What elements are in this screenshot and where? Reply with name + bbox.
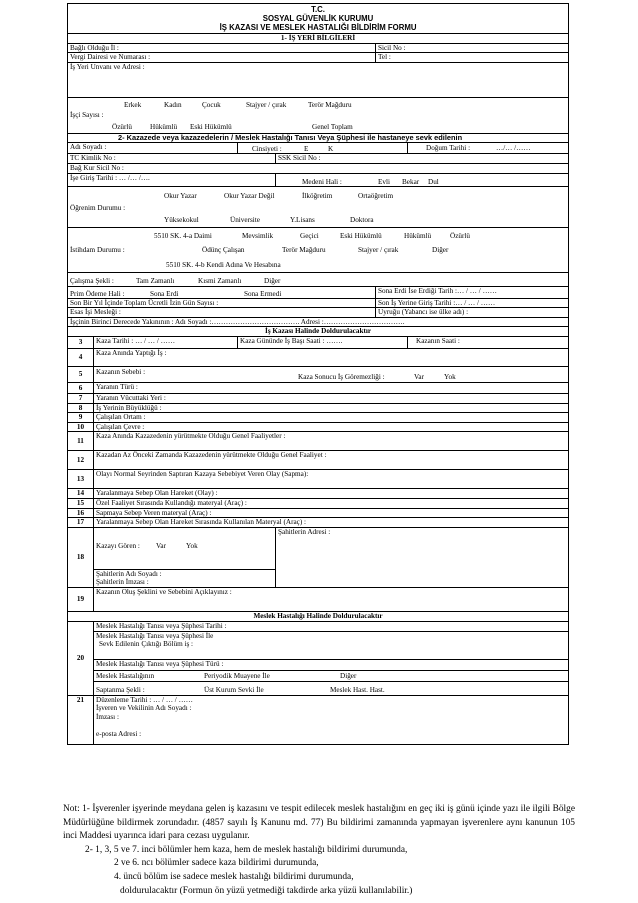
note-4: 4. üncü bölüm ise sadece meslek hastalığı bildirimi durumunda, xyxy=(114,871,354,882)
calisma-label: Çalışma Şekli : xyxy=(70,276,114,285)
ise-giris-field[interactable]: İşe Giriş Tarihi : … /… /…. xyxy=(68,173,276,186)
section2-title: 2- Kazazede veya kazazedelerin / Meslek Hastalığı Tanısı Veya Şüphesi ile hastaneye sevk edilenin xyxy=(68,133,569,143)
tel-field[interactable]: Tel : xyxy=(376,53,569,63)
istihdam-diger[interactable]: Diğer xyxy=(432,245,449,254)
note-2: 2- 1, 3, 5 ve 7. inci bölümler hem kaza, hem de meslek hastalığı bildirimi durumunda, xyxy=(85,844,408,855)
row-5-num: 5 xyxy=(68,366,94,382)
unvan-field[interactable]: İş Yeri Unvanı ve Adresi : xyxy=(68,62,569,97)
ogrenim-okur-yazar-degil[interactable]: Okur Yazar Değil xyxy=(224,191,275,200)
yaranin-yeri-field[interactable]: Yaranın Vücuttaki Yeri : xyxy=(94,393,569,403)
isci-sayisi-cell xyxy=(68,97,569,133)
istihdam-stajyer[interactable]: Stajyer / çırak xyxy=(358,245,399,254)
dogum-value[interactable]: …/… /…… xyxy=(496,144,531,153)
kazayi-goren-yok[interactable]: Yok xyxy=(186,541,198,550)
ogrenim-ilkogretim[interactable]: İlköğretim xyxy=(302,191,333,200)
yaralanma-hareket-field[interactable]: Yaralanmaya Sebep Olan Hareket (Olay) : xyxy=(94,489,569,499)
ogrenim-ortaogretim[interactable]: Ortaöğretim xyxy=(358,191,394,200)
row-21-num: 21 xyxy=(68,695,94,744)
calisma-cell xyxy=(68,272,569,286)
sevk-bolum-field[interactable]: Sevk Edilenin Çıktığı Bölüm iş : xyxy=(99,640,194,649)
son-is-yeri-field[interactable]: Son İş Yerine Giriş Tarihi :… / … / …… xyxy=(376,298,569,308)
saptanma-diger[interactable]: Diğer xyxy=(340,671,357,680)
imza-field[interactable]: İmzası : xyxy=(96,713,119,722)
row-18-num: 18 xyxy=(68,527,94,587)
prim-sona-erdi[interactable]: Sona Erdi xyxy=(150,289,179,298)
ozel-faaliyet-materyal-field[interactable]: Özel Faaliyet Sırasında Kullandığı materyal (Araç) : xyxy=(94,498,569,508)
isci-ozurlu[interactable]: Özürlü xyxy=(112,122,132,131)
saptanma-meslek-hast[interactable]: Meslek Hast. Hast. xyxy=(330,685,385,694)
row-6-num: 6 xyxy=(68,382,94,393)
header-line1: T.C. xyxy=(311,5,325,14)
isci-cocuk[interactable]: Çocuk xyxy=(202,100,221,109)
sahit-imza-field[interactable]: Şahitlerin İmzası : xyxy=(96,578,149,587)
kaza-title: İş Kazası Halinde Doldurulacaktır xyxy=(68,327,569,337)
saptanma-periyodik[interactable]: Periyodik Muayene İle xyxy=(204,671,270,680)
tc-field[interactable]: TC Kimlik No : xyxy=(68,154,276,164)
eposta-field[interactable]: e-posta Adresi : xyxy=(96,730,142,739)
ogrenim-label: Öğrenim Durumu : xyxy=(70,203,126,212)
calisma-diger[interactable]: Diğer xyxy=(264,276,281,285)
istihdam-mevsimlik[interactable]: Mevsimlik xyxy=(242,231,274,240)
uyrugu-field[interactable]: Uyruğu (Yabancı ise ülke adı) : xyxy=(376,308,569,318)
istihdam-label: İstihdam Durumu : xyxy=(70,245,125,254)
row-14-num: 14 xyxy=(68,489,94,499)
is-basi-saati-field[interactable]: Kaza Gününde İş Başı Saati : ……. xyxy=(238,336,408,348)
ogrenim-ylisans[interactable]: Y.Lisans xyxy=(290,215,315,224)
row-3-num: 3 xyxy=(68,336,94,348)
isci-hukumlu[interactable]: Hükümlü xyxy=(150,122,178,131)
saptanma-ust-kurum[interactable]: Üst Kurum Sevki İle xyxy=(204,685,264,694)
cinsiyet-k[interactable]: K xyxy=(328,145,334,154)
sahit-adres-field[interactable]: Şahitlerin Adresi : xyxy=(276,527,569,587)
is-goremezlik-label: Kaza Sonucu İş Göremezliği : xyxy=(298,372,385,381)
istihdam-4b[interactable]: 5510 SK. 4-b Kendi Adına Ve Hesabına xyxy=(166,260,281,269)
sevk-bolum-cell xyxy=(94,631,569,659)
row-4-num: 4 xyxy=(68,348,94,366)
row-7-num: 7 xyxy=(68,393,94,403)
istihdam-4a-daimi[interactable]: 5510 SK. 4-a Daimi xyxy=(154,231,212,240)
cinsiyet-e[interactable]: E xyxy=(304,145,309,154)
ogrenim-cell xyxy=(68,186,569,227)
calisma-kismi[interactable]: Kısmi Zamanlı xyxy=(198,276,242,285)
medeni-bekar[interactable]: Bekar xyxy=(402,177,420,186)
note-5: doldurulacaktır (Formun ön yüzü yetmediği takdirde arka yüzü kullanılabilir.) xyxy=(120,885,413,896)
vergi-field[interactable]: Vergi Dairesi ve Numarası : xyxy=(68,53,376,63)
medeni-evli[interactable]: Evli xyxy=(378,177,390,186)
header-line3: İŞ KAZASI VE MESLEK HASTALIĞI BİLDİRİM FORMU xyxy=(219,22,417,32)
esas-meslek-field[interactable]: Esas İşi Mesleği : xyxy=(68,308,376,318)
kaza-tarihi-field[interactable]: Kaza Tarihi : … / … / …… xyxy=(94,336,238,348)
is-goremezlik-yok[interactable]: Yok xyxy=(444,372,456,381)
kaza-sebebi-cell xyxy=(94,366,569,382)
row-16-num: 16 xyxy=(68,508,94,518)
yakin-field[interactable]: İşçinin Birinci Derecede Yakınının : Adı Soyadı :………………………………. Adresi :……………………………. xyxy=(68,317,569,327)
kaza-saati-field[interactable]: Kazanın Saati : xyxy=(408,336,569,348)
row-11-num: 11 xyxy=(68,432,94,451)
istihdam-hukumlu[interactable]: Hükümlü xyxy=(404,231,432,240)
row-13-num: 13 xyxy=(68,470,94,489)
bagkur-field[interactable]: Bağ Kur Sicil No : xyxy=(68,163,569,173)
yaptigi-is-field[interactable]: Kaza Anında Yaptığı İş : xyxy=(94,348,569,366)
sahit-adi-cell xyxy=(94,569,276,587)
row-8-num: 8 xyxy=(68,403,94,413)
tani-turu-field[interactable]: Meslek Hastalığı Tanısı veya Şüphesi Türü : xyxy=(94,659,569,670)
row-9-num: 9 xyxy=(68,413,94,423)
row-19-num: 19 xyxy=(68,587,94,611)
dogum-label: Doğum Tarihi : xyxy=(426,144,471,153)
form-table xyxy=(67,3,569,745)
medeni-cell xyxy=(276,173,569,186)
istihdam-gecici[interactable]: Geçici xyxy=(300,231,319,240)
saptanma-cell-2 xyxy=(94,681,569,695)
duzenleme-spacer xyxy=(96,722,566,731)
form-notes xyxy=(63,803,575,898)
duzenleme-tarihi-field[interactable]: Düzenleme Tarihi : … / … / …… xyxy=(96,695,193,704)
saptanma-cell-1 xyxy=(94,670,569,681)
sevk-bolum-line1: Meslek Hastalığı Tanısı veya Şüphesi İle xyxy=(96,631,214,640)
row-17-num: 17 xyxy=(68,518,94,528)
genel-faaliyetler-field[interactable]: Kaza Anında Kazazedenin yürütmekte Olduğu Genel Faaliyetler : xyxy=(94,432,569,451)
ogrenim-yuksekokul[interactable]: Yüksekokul xyxy=(164,215,199,224)
note-1: Not: 1- İşverenler işyerinde meydana gelen iş kazasını ve tespit edilecek meslek hastalığını en geç iki iş günü içinde yazı ile ilgili Bölge Müdürlüğüne bildirmek zorundadır. (4857 sayılı İş Kanunu md. 77) Bu bildirimi zamanında yapmayan işverenlere aynı kanunun 105 inci Maddesi uyarınca idari para cezası uygulanır. xyxy=(63,804,575,842)
form-header xyxy=(68,4,569,34)
bagli-il-field[interactable]: Bağlı Olduğu İl : xyxy=(68,43,376,53)
is-yeri-buyuklugu-field[interactable]: İş Yerinin Büyüklüğü : xyxy=(94,403,569,413)
onceki-faaliyet-field[interactable]: Kazadan Az Önceki Zamanda Kazazedenin yürütmekte Olduğu Genel Faaliyet : xyxy=(94,451,569,470)
olus-sekli-field[interactable]: Kazanın Oluş Şeklini ve Sebebini Açıklayınız : xyxy=(94,587,569,611)
note-3: 2 ve 6. ncı bölümler sadece kaza bildirimi durumunda, xyxy=(114,858,319,869)
istihdam-odunc[interactable]: Ödünç Çalışan xyxy=(202,245,245,254)
kazayi-goren-cell xyxy=(94,527,276,569)
isci-stajyer[interactable]: Stajyer / çırak xyxy=(246,100,287,109)
row-12-num: 12 xyxy=(68,451,94,470)
row-15-num: 15 xyxy=(68,498,94,508)
ogrenim-doktora[interactable]: Doktora xyxy=(350,215,374,224)
is-goremezlik-var[interactable]: Var xyxy=(414,372,424,381)
ogrenim-okur-yazar[interactable]: Okur Yazar xyxy=(164,191,197,200)
row-10-num: 10 xyxy=(68,422,94,432)
prim-cell xyxy=(68,286,376,298)
duzenleme-cell xyxy=(94,695,569,744)
isci-sayisi-label: İşçi Sayısı : xyxy=(70,110,104,119)
prim-label: Prim Ödeme Hali : xyxy=(70,289,125,298)
sicil-no-field[interactable]: Sicil No : xyxy=(376,43,569,53)
istihdam-cell xyxy=(68,227,569,272)
accident-report-form xyxy=(67,3,568,745)
adi-soyadi-field[interactable]: Adı Soyadı : xyxy=(68,143,238,154)
sahit-adi-field[interactable]: Şahitlerin Adı Soyadı : xyxy=(96,569,162,578)
dogum-cell xyxy=(408,143,569,154)
istihdam-ozurlu[interactable]: Özürlü xyxy=(450,231,470,240)
tani-tarihi-field[interactable]: Meslek Hastalığı Tanısı veya Şüphesi Tarihi : xyxy=(94,621,569,631)
ssk-field[interactable]: SSK Sicil No : xyxy=(276,154,569,164)
kaza-sebebi-label[interactable]: Kazanın Sebebi : xyxy=(96,367,146,376)
medeni-dul[interactable]: Dul xyxy=(428,177,439,186)
medeni-label: Medeni Hali : xyxy=(302,177,342,186)
istihdam-teror[interactable]: Terör Mağduru xyxy=(282,245,326,254)
cinsiyet-cell xyxy=(238,143,408,154)
isci-genel-toplam[interactable]: Genel Toplam xyxy=(312,122,353,131)
cinsiyet-label: Cinsiyeti : xyxy=(252,145,282,154)
isci-teror[interactable]: Terör Mağduru xyxy=(308,100,352,109)
header-line2: SOSYAL GÜVENLİK KURUMU xyxy=(262,13,374,23)
kazayi-goren-label: Kazayı Gören : xyxy=(96,541,140,550)
yaranin-turu-field[interactable]: Yaranın Türü : xyxy=(94,382,569,393)
isci-eski-hukumlu[interactable]: Eski Hükümlü xyxy=(190,122,232,131)
ogrenim-universite[interactable]: Üniversite xyxy=(230,215,260,224)
kullanilan-materyal-field[interactable]: Yaralanmaya Sebep Olan Hareket Sırasında Kullanılan Materyal (Araç) : xyxy=(94,518,569,528)
sapma-materyal-field[interactable]: Sapmaya Sebep Veren materyal (Araç) : xyxy=(94,508,569,518)
saptanma-label-1: Meslek Hastalığının xyxy=(96,671,155,680)
izin-gun-field[interactable]: Son Bir Yıl İçinde Toplam Ücretli İzin Gün Sayısı : xyxy=(68,298,376,308)
istihdam-eski-hukumlu[interactable]: Eski Hükümlü xyxy=(340,231,382,240)
isci-erkek[interactable]: Erkek xyxy=(124,100,142,109)
sapma-field[interactable]: Olayı Normal Seyrinden Saptıran Kazaya Sebebiyet Veren Olay (Sapma): xyxy=(94,470,569,489)
saptanma-label-2: Saptanma Şekli : xyxy=(96,685,145,694)
kazayi-goren-var[interactable]: Var xyxy=(156,541,166,550)
section1-title: 1- İŞ YERİ BİLGİLERİ xyxy=(68,34,569,44)
calisilan-cevre-field[interactable]: Çalışılan Çevre : xyxy=(94,422,569,432)
calisilan-ortam-field[interactable]: Çalışılan Ortam : xyxy=(94,413,569,423)
isci-kadin[interactable]: Kadın xyxy=(164,100,182,109)
calisma-tam[interactable]: Tam Zamanlı xyxy=(136,276,175,285)
meslek-title: Meslek Hastalığı Halinde Doldurulacaktır xyxy=(68,611,569,621)
isveren-adi-field[interactable]: İşveren ve Vekilinin Adı Soyadı : xyxy=(96,704,192,713)
prim-sona-ermedi[interactable]: Sona Ermedi xyxy=(244,289,282,298)
row-20-num: 20 xyxy=(68,621,94,695)
sona-erdigi-field[interactable]: Sona Erdi İse Erdiği Tarih :… / … / …… xyxy=(376,286,569,298)
